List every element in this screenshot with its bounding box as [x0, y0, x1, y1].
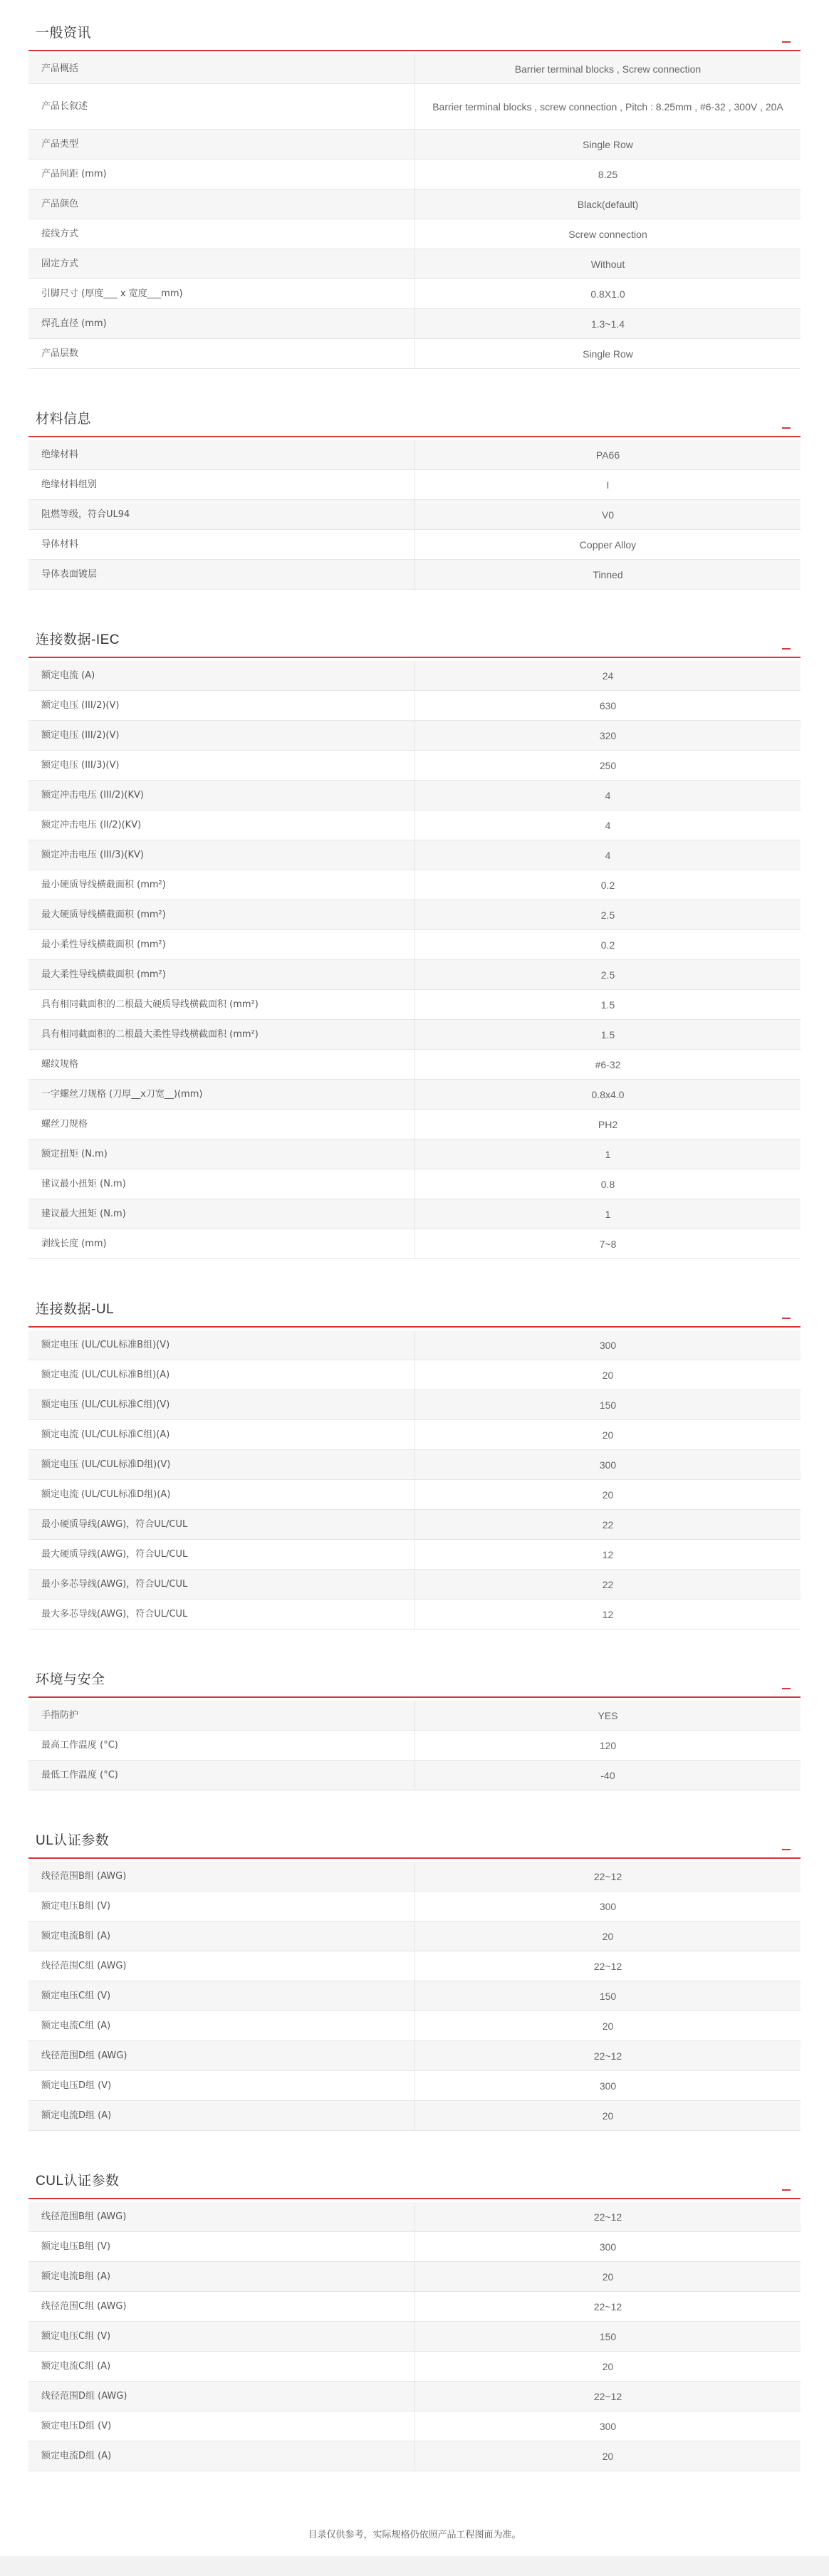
- table-row: [28, 1050, 801, 1080]
- spec-label: 额定电压 (UL/CUL标准B组)(V): [41, 1339, 170, 1350]
- table-row: [28, 1080, 801, 1110]
- spec-label: 额定电流D组 (A): [41, 2110, 112, 2121]
- table-row: [28, 189, 801, 219]
- table-row: [28, 840, 801, 870]
- spec-value: 250: [414, 751, 801, 780]
- table-row: [28, 2352, 801, 2382]
- spec-label: 线径范围D组 (AWG): [41, 2050, 127, 2061]
- spec-value: 0.2: [414, 930, 801, 959]
- spec-value: Copper Alloy: [414, 530, 801, 559]
- spec-value: 2.5: [414, 900, 801, 929]
- table-row: [28, 219, 801, 249]
- spec-value: 300: [414, 2071, 801, 2100]
- table-row: [28, 309, 801, 339]
- table-row: [28, 2101, 801, 2131]
- spec-section: [28, 620, 801, 1259]
- spec-value: Barrier terminal blocks , screw connection , Pitch : 8.25mm , #6-32 , 300V , 20A: [414, 84, 801, 129]
- section-header: [28, 2161, 801, 2199]
- section-header: [28, 13, 801, 51]
- table-row: [28, 1169, 801, 1199]
- table-row: [28, 960, 801, 990]
- table-row: [28, 560, 801, 590]
- spec-label: 接线方式: [41, 228, 79, 239]
- spec-section: [28, 1289, 801, 1629]
- spec-section: [28, 13, 801, 369]
- spec-value: 4: [414, 781, 801, 810]
- spec-label: 额定电流 (A): [41, 669, 95, 681]
- collapse-icon[interactable]: [782, 1688, 791, 1689]
- table-row: [28, 440, 801, 470]
- spec-label: 额定电压D组 (V): [41, 2420, 112, 2431]
- spec-label: 最大硬质导线横截面积 (mm²): [41, 909, 166, 920]
- table-row: [28, 1360, 801, 1390]
- section-title: 环境与安全: [36, 1672, 105, 1687]
- spec-table: [28, 2202, 801, 2471]
- spec-label: 最小多芯导线(AWG)，符合UL/CUL: [41, 1578, 188, 1590]
- spec-label: 产品间距 (mm): [41, 168, 107, 179]
- spec-section: [28, 1659, 801, 1790]
- spec-value: Black(default): [414, 189, 801, 219]
- spec-value: 150: [414, 1390, 801, 1419]
- spec-value: 300: [414, 2232, 801, 2261]
- spec-value: 22~12: [414, 2041, 801, 2070]
- spec-label: 产品颜色: [41, 198, 79, 209]
- spec-label: 建议最大扭矩 (N.m): [41, 1208, 126, 1219]
- table-row: [28, 1921, 801, 1951]
- spec-label: 绝缘材料: [41, 449, 79, 460]
- collapse-icon[interactable]: [782, 2189, 791, 2191]
- table-row: [28, 54, 801, 84]
- spec-label: 建议最小扭矩 (N.m): [41, 1178, 126, 1189]
- spec-label: 最小硬质导线横截面积 (mm²): [41, 879, 166, 890]
- spec-label: 螺纹规格: [41, 1058, 79, 1070]
- table-row: [28, 2202, 801, 2232]
- spec-value: 4: [414, 840, 801, 870]
- table-row: [28, 1420, 801, 1450]
- table-row: [28, 2441, 801, 2471]
- table-row: [28, 1140, 801, 1169]
- table-row: [28, 2262, 801, 2292]
- collapse-icon[interactable]: [782, 648, 791, 650]
- spec-value: 300: [414, 1330, 801, 1360]
- section-header: [28, 620, 801, 658]
- table-row: [28, 721, 801, 751]
- spec-value: 22: [414, 1570, 801, 1599]
- spec-label: 阻燃等级，符合UL94: [41, 509, 130, 520]
- spec-label: 线径范围D组 (AWG): [41, 2390, 127, 2402]
- section-title: 一般资讯: [36, 25, 92, 41]
- spec-value: Single Row: [414, 339, 801, 368]
- spec-label: 线径范围B组 (AWG): [41, 2211, 127, 2222]
- spec-value: Without: [414, 249, 801, 278]
- table-row: [28, 2411, 801, 2441]
- spec-table: [28, 661, 801, 1259]
- spec-label: 额定电压D组 (V): [41, 2080, 112, 2091]
- spec-label: 导体材料: [41, 538, 79, 550]
- spec-label: 额定电压C组 (V): [41, 2330, 111, 2342]
- spec-value: 300: [414, 1892, 801, 1921]
- spec-label: 额定电压B组 (V): [41, 2241, 111, 2252]
- spec-label: 导体表面镀层: [41, 568, 98, 580]
- spec-value: 22~12: [414, 2202, 801, 2231]
- spec-label: 最大多芯导线(AWG)，符合UL/CUL: [41, 1608, 188, 1620]
- table-row: [28, 339, 801, 369]
- spec-label: 额定冲击电压 (II/2)(KV): [41, 819, 142, 830]
- table-row: [28, 1229, 801, 1259]
- collapse-icon[interactable]: [782, 427, 791, 429]
- table-row: [28, 870, 801, 900]
- spec-label: 线径范围C组 (AWG): [41, 1960, 127, 1971]
- spec-label: 额定电压 (UL/CUL标准D组)(V): [41, 1459, 171, 1470]
- spec-value: PA66: [414, 440, 801, 469]
- spec-value: YES: [414, 1701, 801, 1730]
- spec-section: [28, 2161, 801, 2471]
- spec-value: 12: [414, 1600, 801, 1629]
- spec-label: 线径范围C组 (AWG): [41, 2300, 127, 2312]
- section-title: 连接数据-UL: [36, 1301, 115, 1317]
- spec-label: 最大柔性导线横截面积 (mm²): [41, 969, 166, 980]
- spec-value: Tinned: [414, 560, 801, 589]
- table-row: [28, 2011, 801, 2041]
- spec-label: 固定方式: [41, 258, 79, 269]
- table-row: [28, 751, 801, 781]
- spec-label: 额定电压 (III/2)(V): [41, 729, 120, 741]
- spec-value: 7~8: [414, 1229, 801, 1258]
- table-row: [28, 500, 801, 530]
- spec-label: 额定电流D组 (A): [41, 2450, 112, 2461]
- spec-label: 额定电流 (UL/CUL标准C组)(A): [41, 1429, 170, 1440]
- table-row: [28, 900, 801, 930]
- table-row: [28, 1510, 801, 1540]
- collapse-icon[interactable]: [782, 1318, 791, 1319]
- spec-value: 20: [414, 2101, 801, 2130]
- spec-label: 最高工作温度 (°C): [41, 1739, 118, 1751]
- table-row: [28, 470, 801, 500]
- spec-table: [28, 1862, 801, 2131]
- spec-section: [28, 1820, 801, 2131]
- spec-value: 12: [414, 1540, 801, 1569]
- section-title: CUL认证参数: [36, 2173, 120, 2189]
- spec-value: 20: [414, 2011, 801, 2040]
- table-row: [28, 661, 801, 691]
- spec-value: 120: [414, 1731, 801, 1760]
- spec-value: 22~12: [414, 2382, 801, 2411]
- spec-label: 绝缘材料组别: [41, 479, 98, 490]
- spec-label: 额定电流C组 (A): [41, 2020, 111, 2031]
- table-row: [28, 1330, 801, 1360]
- table-row: [28, 1110, 801, 1140]
- spec-value: 1.5: [414, 1020, 801, 1049]
- table-row: [28, 249, 801, 279]
- table-row: [28, 279, 801, 309]
- spec-table: [28, 1330, 801, 1629]
- spec-label: 具有相同截面积的二根最大硬质导线横截面积 (mm²): [41, 998, 259, 1010]
- spec-value: 300: [414, 1450, 801, 1479]
- spec-section: [28, 399, 801, 590]
- table-row: [28, 1540, 801, 1570]
- spec-label: 产品长叙述: [41, 100, 88, 112]
- spec-value: Barrier terminal blocks , Screw connection: [414, 54, 801, 83]
- table-row: [28, 1570, 801, 1600]
- table-row: [28, 1951, 801, 1981]
- spec-value: 0.8X1.0: [414, 279, 801, 308]
- spec-value: 24: [414, 661, 801, 690]
- spec-label: 产品类型: [41, 138, 79, 150]
- collapse-icon[interactable]: [782, 1849, 791, 1850]
- spec-value: 20: [414, 2262, 801, 2291]
- spec-label: 额定电压C组 (V): [41, 1990, 111, 2001]
- spec-table: [28, 440, 801, 590]
- table-row: [28, 1981, 801, 2011]
- section-header: [28, 1659, 801, 1698]
- section-title: 材料信息: [36, 411, 92, 427]
- spec-value: 4: [414, 810, 801, 840]
- table-row: [28, 810, 801, 840]
- spec-value: 20: [414, 2352, 801, 2381]
- section-title: UL认证参数: [36, 1832, 110, 1848]
- spec-value: Screw connection: [414, 219, 801, 249]
- spec-value: 1.3~1.4: [414, 309, 801, 338]
- table-row: [28, 781, 801, 810]
- spec-label: 额定电流 (UL/CUL标准B组)(A): [41, 1369, 170, 1380]
- table-row: [28, 1731, 801, 1761]
- table-row: [28, 130, 801, 160]
- spec-label: 线径范围B组 (AWG): [41, 1870, 127, 1882]
- spec-label: 最小柔性导线横截面积 (mm²): [41, 939, 166, 950]
- spec-label: 额定扭矩 (N.m): [41, 1148, 108, 1159]
- spec-value: 0.8: [414, 1169, 801, 1199]
- table-row: [28, 930, 801, 960]
- spec-label: 焊孔直径 (mm): [41, 318, 107, 329]
- spec-label: 最大硬质导线(AWG)，符合UL/CUL: [41, 1548, 188, 1560]
- spec-value: 22: [414, 1510, 801, 1539]
- spec-label: 额定电压 (III/3)(V): [41, 759, 120, 771]
- spec-value: 20: [414, 1420, 801, 1449]
- table-row: [28, 2322, 801, 2352]
- table-row: [28, 1199, 801, 1229]
- spec-label: 剥线长度 (mm): [41, 1238, 107, 1249]
- footer-note: 目录仅供参考，实际规格仍依照产品工程图面为准。: [308, 2530, 521, 2540]
- spec-value: Single Row: [414, 130, 801, 159]
- spec-value: 150: [414, 1981, 801, 2011]
- spec-label: 手指防护: [41, 1709, 79, 1721]
- table-row: [28, 691, 801, 721]
- table-row: [28, 1862, 801, 1892]
- spec-label: 产品概括: [41, 63, 79, 74]
- spec-value: 20: [414, 1921, 801, 1951]
- table-row: [28, 1480, 801, 1510]
- spec-label: 产品层数: [41, 348, 79, 359]
- spec-value: V0: [414, 500, 801, 529]
- table-row: [28, 1020, 801, 1050]
- collapse-icon[interactable]: [782, 41, 791, 43]
- spec-value: 22~12: [414, 1862, 801, 1891]
- table-row: [28, 2071, 801, 2101]
- spec-label: 引脚尺寸 (厚度___ x 宽度___mm): [41, 288, 183, 299]
- spec-label: 额定电压 (UL/CUL标准C组)(V): [41, 1399, 170, 1410]
- spec-label: 额定冲击电压 (III/3)(KV): [41, 849, 144, 860]
- spec-label: 最低工作温度 (°C): [41, 1769, 118, 1780]
- spec-label: 额定冲击电压 (III/2)(KV): [41, 789, 144, 801]
- spec-value: 150: [414, 2322, 801, 2351]
- spec-label: 一字螺丝刀规格 (刀厚__x刀宽__)(mm): [41, 1088, 203, 1100]
- table-row: [28, 1701, 801, 1731]
- spec-value: 0.2: [414, 870, 801, 899]
- spec-value: -40: [414, 1761, 801, 1790]
- spec-value: 22~12: [414, 1951, 801, 1981]
- section-header: [28, 1820, 801, 1859]
- spec-value: 0.8x4.0: [414, 1080, 801, 1109]
- spec-value: 1: [414, 1140, 801, 1169]
- spec-table: [28, 1701, 801, 1790]
- spec-label: 额定电流B组 (A): [41, 1930, 111, 1941]
- table-row: [28, 2041, 801, 2071]
- table-row: [28, 1892, 801, 1921]
- spec-value: 2.5: [414, 960, 801, 989]
- table-row: [28, 990, 801, 1020]
- spec-value: 1.5: [414, 990, 801, 1019]
- spec-value: I: [414, 470, 801, 499]
- table-row: [28, 2382, 801, 2411]
- spec-value: PH2: [414, 1110, 801, 1139]
- spec-label: 额定电流C组 (A): [41, 2360, 111, 2372]
- spec-value: 320: [414, 721, 801, 750]
- spec-value: 1: [414, 1199, 801, 1229]
- table-row: [28, 84, 801, 130]
- section-header: [28, 1289, 801, 1328]
- table-row: [28, 1600, 801, 1629]
- table-row: [28, 160, 801, 189]
- spec-value: 22~12: [414, 2292, 801, 2321]
- spec-value: 20: [414, 1480, 801, 1509]
- spec-table: [28, 54, 801, 369]
- spec-value: 8.25: [414, 160, 801, 189]
- spec-sheet: [28, 0, 801, 2471]
- spec-label: 具有相同截面积的二根最大柔性导线横截面积 (mm²): [41, 1028, 259, 1040]
- table-row: [28, 1450, 801, 1480]
- spec-label: 额定电流 (UL/CUL标准D组)(A): [41, 1488, 171, 1500]
- spec-value: 20: [414, 1360, 801, 1389]
- section-header: [28, 399, 801, 437]
- spec-label: 最小硬质导线(AWG)，符合UL/CUL: [41, 1518, 188, 1530]
- spec-label: 额定电流B组 (A): [41, 2270, 111, 2282]
- table-row: [28, 1390, 801, 1420]
- table-row: [28, 2292, 801, 2322]
- bottom-band: [0, 2556, 829, 2576]
- spec-value: 20: [414, 2441, 801, 2471]
- spec-value: #6-32: [414, 1050, 801, 1079]
- spec-value: 630: [414, 691, 801, 720]
- spec-label: 螺丝刀规格: [41, 1118, 88, 1130]
- table-row: [28, 1761, 801, 1790]
- table-row: [28, 530, 801, 560]
- spec-label: 额定电压B组 (V): [41, 1900, 111, 1912]
- section-title: 连接数据-IEC: [36, 632, 120, 647]
- spec-value: 300: [414, 2411, 801, 2441]
- table-row: [28, 2232, 801, 2262]
- spec-label: 额定电压 (III/2)(V): [41, 699, 120, 711]
